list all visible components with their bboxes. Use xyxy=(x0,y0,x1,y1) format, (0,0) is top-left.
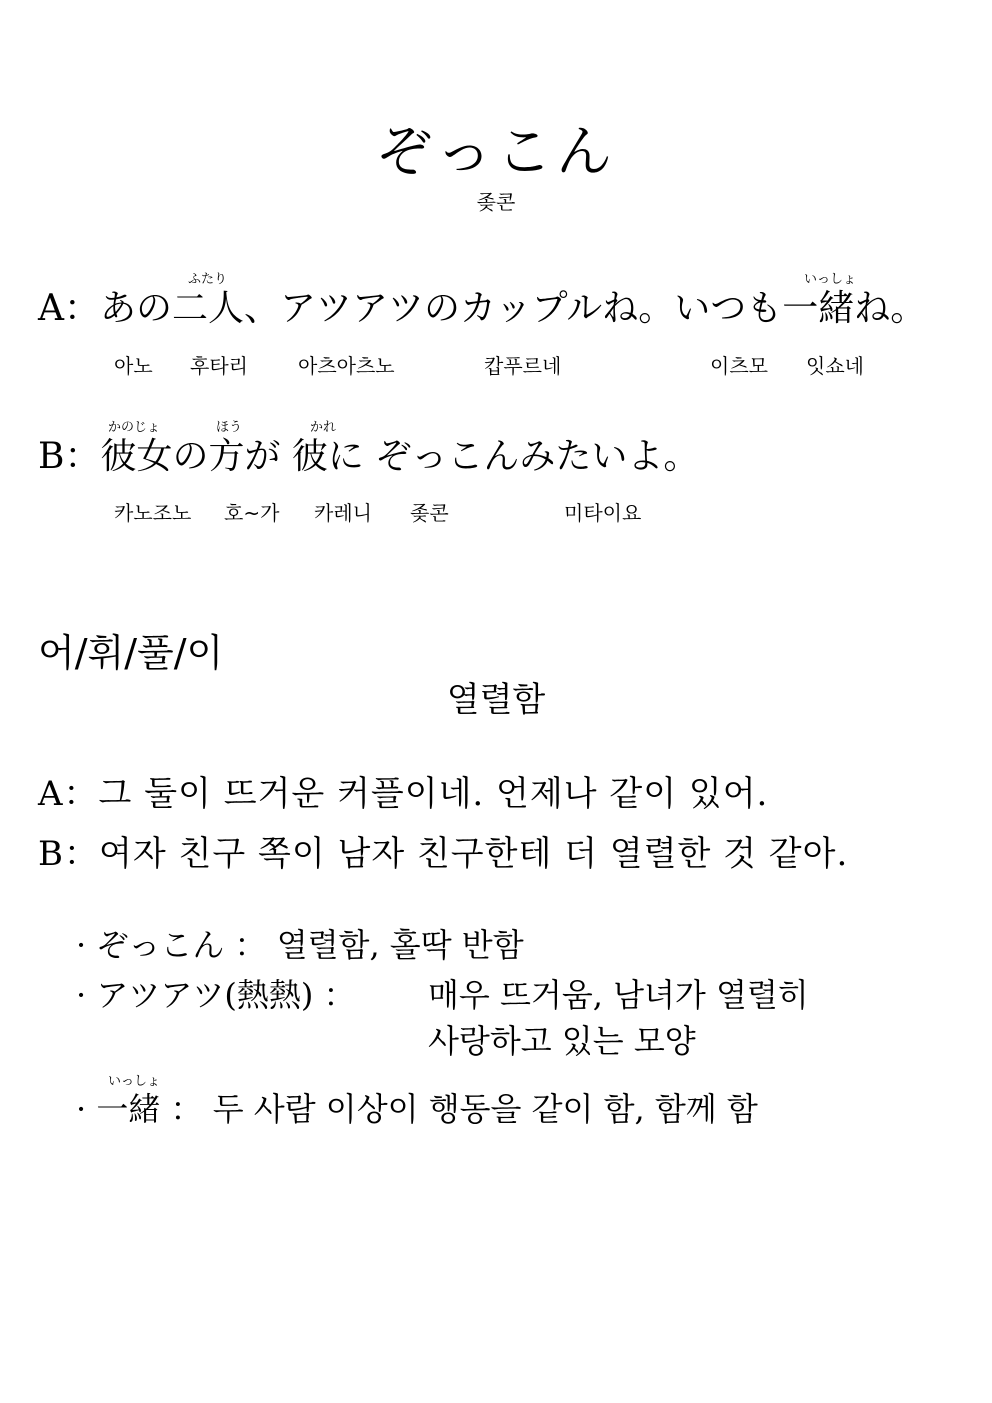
dialog-b-ruby-1: かのじょ xyxy=(108,420,161,435)
note-3-ruby: いっしょ xyxy=(108,1074,161,1089)
note-1-bullet: · xyxy=(76,926,87,964)
note-1-sep: ： xyxy=(234,926,267,964)
note-3-term: 一緒 xyxy=(96,1090,161,1128)
dialog-b-ruby-2: ほう xyxy=(216,420,243,435)
dialog-b-line xyxy=(38,428,699,479)
dialog-a-pron-6: 잇쇼네 xyxy=(806,354,864,378)
note-3-bullet: · xyxy=(76,1090,87,1128)
dialog-a-pron-2: 후타리 xyxy=(190,354,248,378)
note-2-bullet: · xyxy=(76,976,87,1014)
vocab-heading: 어/휘/풀/이 xyxy=(38,631,224,675)
dialog-b-text: 彼女の方が 彼に ぞっこんみたいよ。 xyxy=(100,436,700,477)
dialog-b-pron-4: 좆콘 xyxy=(410,501,449,525)
dialog-b-pron-2: 호~가 xyxy=(224,501,280,525)
note-3-sep: ： xyxy=(170,1090,203,1128)
note-2-def-cont: 사랑하고 있는 모양 xyxy=(428,1022,696,1060)
title-reading: 좆콘 xyxy=(476,190,516,214)
dialog-a-text: あの二人、アツアツのカップルね。いつも一緒ね。 xyxy=(100,288,927,329)
note-2-def: 매우 뜨거움, 남녀가 열렬히 xyxy=(428,976,809,1014)
note-3-def: 두 사람 이상이 행동을 같이 함, 함께 함 xyxy=(212,1090,758,1128)
vocab-word: 열렬함 xyxy=(446,680,546,720)
note-2-sep: ： xyxy=(323,976,356,1014)
translation-b: B：여자 친구 쪽이 남자 친구한테 더 열렬한 것 같아. xyxy=(38,834,849,874)
dialog-a-speaker: A： xyxy=(38,288,100,329)
note-3 xyxy=(76,1084,758,1130)
note-1-term: ぞっこん xyxy=(96,926,225,964)
dialog-b-pron-1: 카노조노 xyxy=(114,501,192,525)
dialog-a-pron-3: 아츠아츠노 xyxy=(298,354,395,378)
translation-a: A：그 둘이 뜨거운 커플이네. 언제나 같이 있어. xyxy=(38,774,769,814)
dialog-b-speaker: B： xyxy=(38,436,101,477)
page-title: ぞっこん xyxy=(376,120,616,185)
dialog-b-pron-5: 미타이요 xyxy=(564,501,642,525)
dialog-a-ruby-1: ふたり xyxy=(188,272,228,287)
note-2 xyxy=(76,970,356,1016)
dialog-b-pron-3: 카레니 xyxy=(314,501,372,525)
dialog-a-line xyxy=(38,280,926,331)
note-1 xyxy=(76,920,524,966)
dialog-a-pron-1: 아노 xyxy=(114,354,153,378)
note-2-term: アツアツ(熱熱) xyxy=(96,976,314,1014)
dialog-a-pron-5: 이츠모 xyxy=(710,354,768,378)
dialog-a-pron-4: 캅푸르네 xyxy=(484,354,562,378)
dialog-a-ruby-2: いっしょ xyxy=(804,272,857,287)
note-1-def: 열렬함, 홀딱 반함 xyxy=(276,926,524,964)
dialog-b-ruby-3: かれ xyxy=(310,420,337,435)
